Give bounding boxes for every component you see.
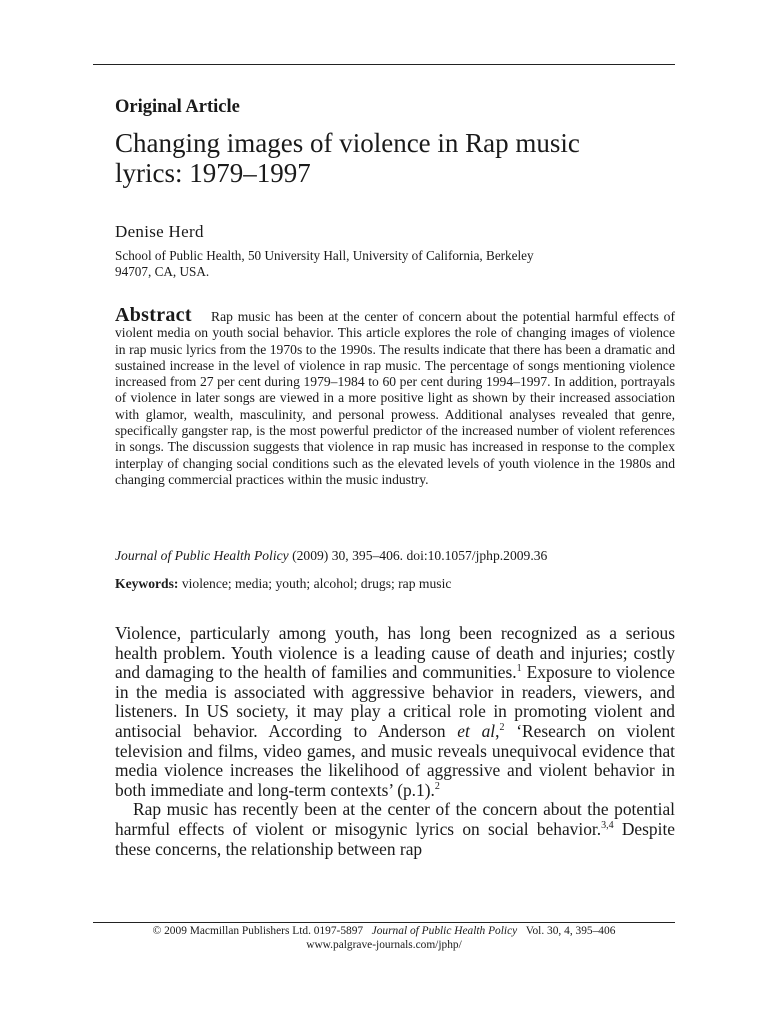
p1-comma: ,	[495, 720, 500, 741]
page-footer	[93, 924, 675, 952]
reference-1: 1	[516, 663, 522, 675]
author-name: Denise Herd	[115, 222, 204, 241]
abstract-heading: Abstract	[115, 304, 192, 326]
abstract-text: Rap music has been at the center of concern about the potential harmful effects of violent media on youth social behavior. This article explores the role of changing images of violence in rap music lyrics from the 1970s to the 1990s. The results indicate that there has been a dramatic and sustained increase in the level of violence in rap music. The percentage of songs mentioning violence increased from 27 per cent during 1979–1984 to 60 per cent during 1994–1997. In addition, portrayals of violence in later songs are viewed in a more positive light as shown by their increased association with glamor, wealth, masculinity, and personal prowess. Additional analyses revealed that genre, specifically gangster rap, is the most powerful predictor of the increased number of violent references in songs. The discussion suggests that violence in rap music has increased in response to the complex interplay of changing social conditions such as the elevated levels of youth violence in the 1980s and changing commercial practices within the music industry.	[115, 309, 675, 487]
citation	[115, 548, 675, 564]
author-affiliation	[115, 248, 675, 280]
p1-text-1: Violence, particularly among youth, has long been recognized as a serious health problem. Youth violence is a leading cause of death and injuries; costly and damaging to the health of families and communities.	[115, 623, 675, 683]
title-line-1: Changing images of violence in Rap music	[115, 128, 580, 158]
keywords-label: Keywords:	[115, 576, 179, 591]
body-text	[115, 624, 675, 859]
citation-details: (2009) 30, 395–406. doi:10.1057/jphp.2009.36	[288, 548, 548, 563]
paragraph-2	[115, 800, 675, 859]
affiliation-line-2: 94707, CA, USA.	[115, 264, 210, 279]
p2-text-1: Rap music has recently been at the center of the concern about the potential harmful effects of violent or misogynic lyrics on social behavior.	[115, 799, 675, 839]
et-al: et al	[457, 720, 496, 741]
citation-journal: Journal of Public Health Policy	[115, 548, 289, 563]
keywords-list: violence; media; youth; alcohol; drugs; rap music	[178, 576, 452, 591]
section-label: Original Article	[115, 97, 240, 117]
footer-line-1	[93, 924, 675, 938]
footer-rule	[93, 922, 675, 923]
article-title	[115, 128, 675, 188]
paragraph-1	[115, 624, 675, 800]
footer-volume: Vol. 30, 4, 395–406	[525, 925, 616, 937]
title-line-2: lyrics: 1979–1997	[115, 158, 311, 188]
p1-text-2: Exposure to violence in the media is associated with aggressive behavior in readers, viewers, and listeners. In US society, it may play a critical role in promoting violent and antisocial behavior. According to Anderson	[115, 662, 675, 741]
keywords	[115, 576, 675, 592]
abstract	[115, 304, 675, 488]
footer-url: www.palgrave-journals.com/jphp/	[306, 939, 462, 951]
p2-text-2: Despite these concerns, the relationship between rap	[115, 818, 675, 859]
footer-journal: Journal of Public Health Policy	[371, 925, 518, 937]
p1-text-3: ‘Research on violent television and films, video games, and music reveals unequivocal evidence that media violence increases the likelihood of aggressive and violent behavior in both immediate and long-term contexts’ (p.1).	[115, 720, 675, 800]
footer-copyright: © 2009 Macmillan Publishers Ltd. 0197-5897	[152, 925, 364, 937]
affiliation-line-1: School of Public Health, 50 University Hall, University of California, Berkeley	[115, 248, 534, 263]
reference-4: 3,4	[601, 820, 614, 832]
reference-3: 2	[434, 780, 440, 792]
reference-2: 2	[499, 722, 505, 734]
top-rule	[93, 64, 675, 65]
